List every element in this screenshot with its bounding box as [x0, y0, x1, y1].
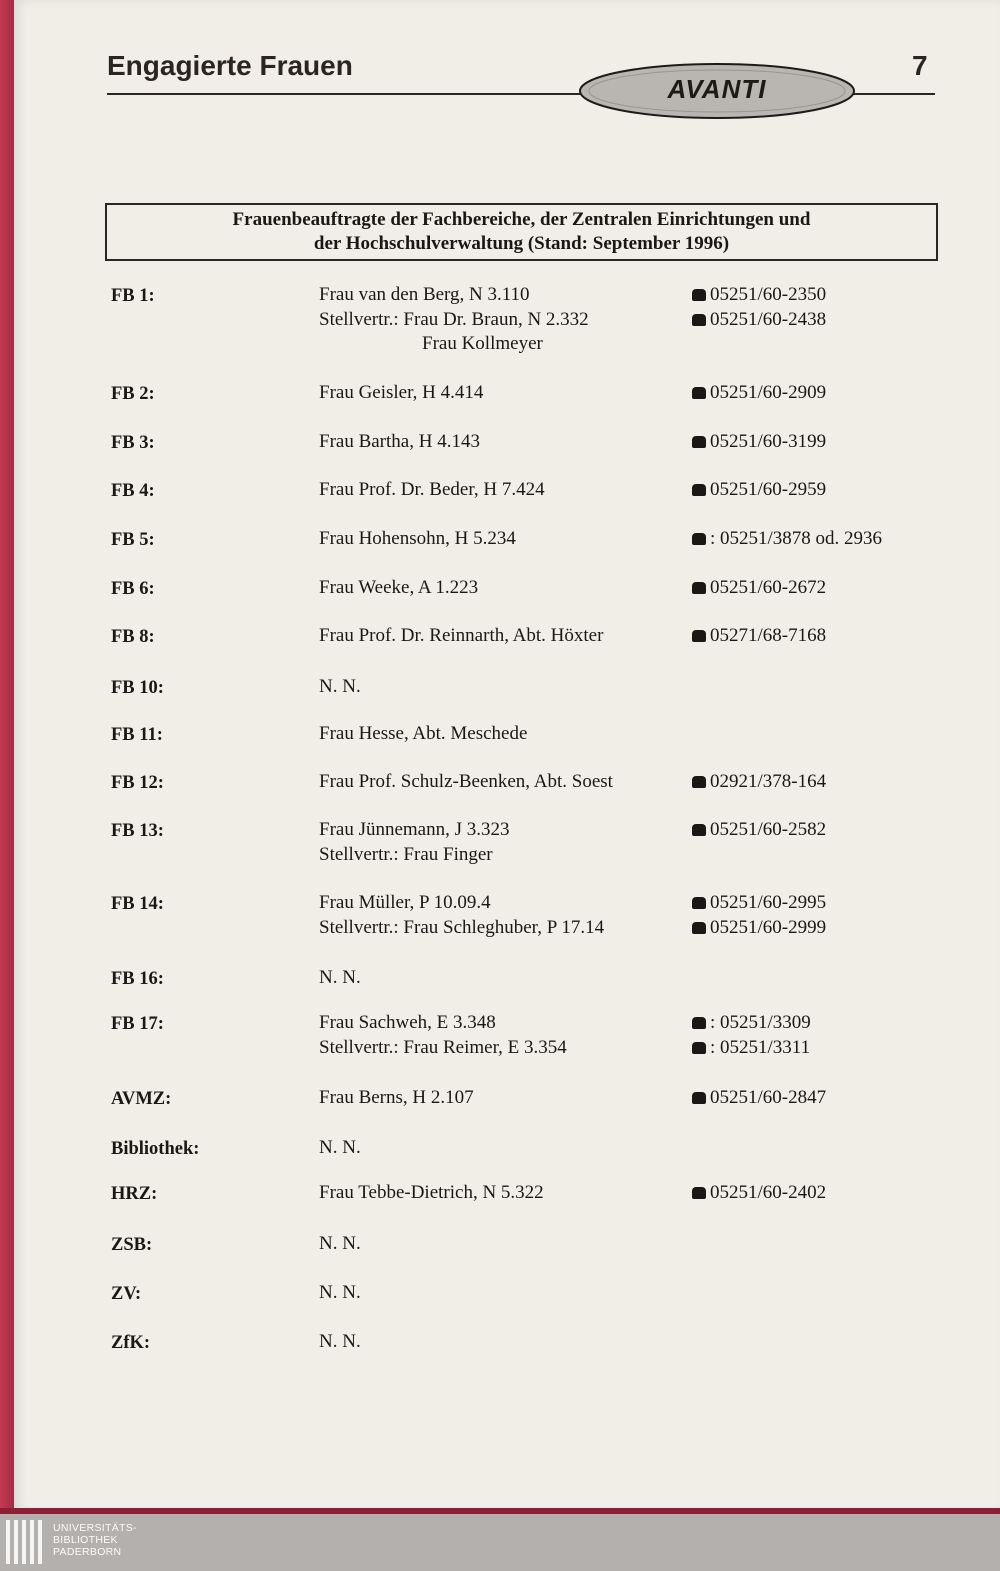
- section-title-line-2: der Hochschulverwaltung (Stand: September 1996): [313, 233, 730, 254]
- library-name-line-2: BIBLIOTHEK: [53, 1534, 118, 1546]
- entry-phone: [692, 1181, 826, 1206]
- entry-person-line: N. N.: [319, 1137, 361, 1158]
- entry-label: ZfK:: [111, 1333, 151, 1353]
- telephone-icon: [692, 1092, 706, 1104]
- telephone-icon: [692, 1042, 706, 1054]
- entry-label: FB 14:: [111, 894, 164, 914]
- entry-phone: [692, 891, 826, 916]
- entry-label: FB 17:: [111, 1014, 164, 1034]
- entry-person-line: Frau Hesse, Abt. Meschede: [319, 723, 528, 744]
- entry-person-line: Frau Hohensohn, H 5.234: [319, 528, 516, 549]
- entry-label: FB 11:: [111, 725, 163, 745]
- entry-label: FB 12:: [111, 773, 164, 793]
- entry-person-line: N. N.: [319, 676, 361, 697]
- book-binding: [0, 0, 14, 1512]
- entry-phone: [692, 1011, 811, 1036]
- phone-number: : 05251/3878 od. 2936: [710, 528, 883, 549]
- telephone-icon: [692, 582, 706, 594]
- entry-label: FB 10:: [111, 678, 164, 698]
- entry-person-line: Stellvertr.: Frau Dr. Braun, N 2.332: [319, 308, 589, 330]
- telephone-icon: [692, 1017, 706, 1029]
- entry-label: FB 4:: [111, 481, 155, 501]
- entry-phone: [692, 916, 826, 941]
- entry-label: HRZ:: [111, 1184, 158, 1204]
- entry-label: FB 1:: [111, 286, 155, 306]
- entry-label: AVMZ:: [111, 1089, 172, 1109]
- entry-label: FB 16:: [111, 969, 164, 989]
- entry-person-line: Frau Weeke, A 1.223: [319, 577, 479, 598]
- telephone-icon: [692, 824, 706, 836]
- entry-phone: [692, 1036, 810, 1061]
- phone-number: 05271/68-7168: [710, 625, 827, 646]
- telephone-icon: [692, 922, 706, 934]
- entry-person-line: Stellvertr.: Frau Finger: [319, 843, 493, 865]
- entry-person-line: Frau van den Berg, N 3.110: [319, 284, 530, 305]
- entry-label: FB 2:: [111, 384, 155, 404]
- phone-number: : 05251/3309: [710, 1012, 811, 1033]
- entry-label: FB 5:: [111, 530, 155, 550]
- entry-person-line: Stellvertr.: Frau Schleghuber, P 17.14: [319, 916, 605, 938]
- telephone-icon: [692, 897, 706, 909]
- entry-person-line: Frau Müller, P 10.09.4: [319, 892, 491, 913]
- entry-phone: [692, 1086, 826, 1111]
- phone-number: 05251/60-2847: [710, 1087, 827, 1108]
- entry-person-line: N. N.: [319, 1233, 361, 1254]
- entry-person-line: Frau Prof. Dr. Reinnarth, Abt. Höxter: [319, 625, 604, 646]
- entry-person-line: Frau Sachweh, E 3.348: [319, 1012, 496, 1033]
- phone-number: 05251/60-2999: [710, 916, 827, 938]
- entry-label: Bibliothek:: [111, 1139, 200, 1159]
- section-title-line-1: Frauenbeauftragte der Fachbereiche, der Zentralen Einrichtungen und: [232, 209, 811, 230]
- phone-number: 05251/60-2995: [710, 892, 827, 913]
- entry-person-line: Frau Kollmeyer: [422, 333, 543, 354]
- entry-phone: [692, 308, 826, 333]
- page-number: 7: [912, 50, 928, 81]
- entry-phone: [692, 770, 826, 795]
- entry-person-line: Frau Berns, H 2.107: [319, 1087, 474, 1108]
- phone-number: 05251/60-2909: [710, 382, 827, 403]
- entry-person-line: Frau Prof. Schulz-Beenken, Abt. Soest: [319, 771, 613, 792]
- phone-number: 05251/60-2582: [710, 819, 827, 840]
- library-logo-icon: [6, 1520, 46, 1564]
- telephone-icon: [692, 314, 706, 326]
- entry-person-line: N. N.: [319, 1282, 361, 1303]
- library-name: [53, 1522, 137, 1558]
- entry-phone: [692, 283, 826, 308]
- entry-label: FB 3:: [111, 433, 155, 453]
- entry-person-line: Frau Bartha, H 4.143: [319, 431, 480, 452]
- telephone-icon: [692, 776, 706, 788]
- library-name-line-1: UNIVERSITÄTS-: [53, 1522, 137, 1534]
- phone-number: 05251/60-3199: [710, 431, 827, 452]
- entry-phone: [692, 624, 826, 649]
- entry-label: ZV:: [111, 1284, 142, 1304]
- telephone-icon: [692, 630, 706, 642]
- entry-label: ZSB:: [111, 1235, 153, 1255]
- phone-number: 05251/60-2672: [710, 577, 827, 598]
- entry-phone: [692, 478, 826, 503]
- entry-person-line: Frau Prof. Dr. Beder, H 7.424: [319, 479, 545, 500]
- telephone-icon: [692, 436, 706, 448]
- entry-person-line: N. N.: [319, 967, 361, 988]
- page-header-title: Engagierte Frauen: [107, 50, 353, 81]
- entry-person-line: N. N.: [319, 1331, 361, 1352]
- library-name-line-3: PADERBORN: [53, 1546, 122, 1558]
- phone-number: 05251/60-2350: [710, 284, 827, 305]
- entry-person-line: Frau Tebbe-Dietrich, N 5.322: [319, 1182, 544, 1203]
- phone-number: : 05251/3311: [710, 1036, 811, 1058]
- entry-label: FB 6:: [111, 579, 155, 599]
- library-footer: [0, 1514, 1000, 1571]
- telephone-icon: [692, 484, 706, 496]
- entry-person-line: Frau Geisler, H 4.414: [319, 382, 484, 403]
- entry-phone: [692, 430, 826, 455]
- phone-number: 05251/60-2402: [710, 1182, 827, 1203]
- entry-phone: [692, 818, 826, 843]
- telephone-icon: [692, 1187, 706, 1199]
- entry-phone: [692, 381, 826, 406]
- entry-label: FB 13:: [111, 821, 164, 841]
- telephone-icon: [692, 387, 706, 399]
- entry-person-line: Frau Jünnemann, J 3.323: [319, 819, 510, 840]
- entry-phone: [692, 527, 882, 552]
- telephone-icon: [692, 533, 706, 545]
- section-title-box: [105, 203, 938, 261]
- telephone-icon: [692, 289, 706, 301]
- phone-number: 05251/60-2438: [710, 308, 827, 330]
- phone-number: 05251/60-2959: [710, 479, 827, 500]
- entry-label: FB 8:: [111, 627, 155, 647]
- avanti-logo: [578, 62, 856, 120]
- avanti-logo-text: AVANTI: [667, 74, 767, 104]
- entry-person-line: Stellvertr.: Frau Reimer, E 3.354: [319, 1036, 567, 1058]
- entry-phone: [692, 576, 826, 601]
- phone-number: 02921/378-164: [710, 771, 827, 792]
